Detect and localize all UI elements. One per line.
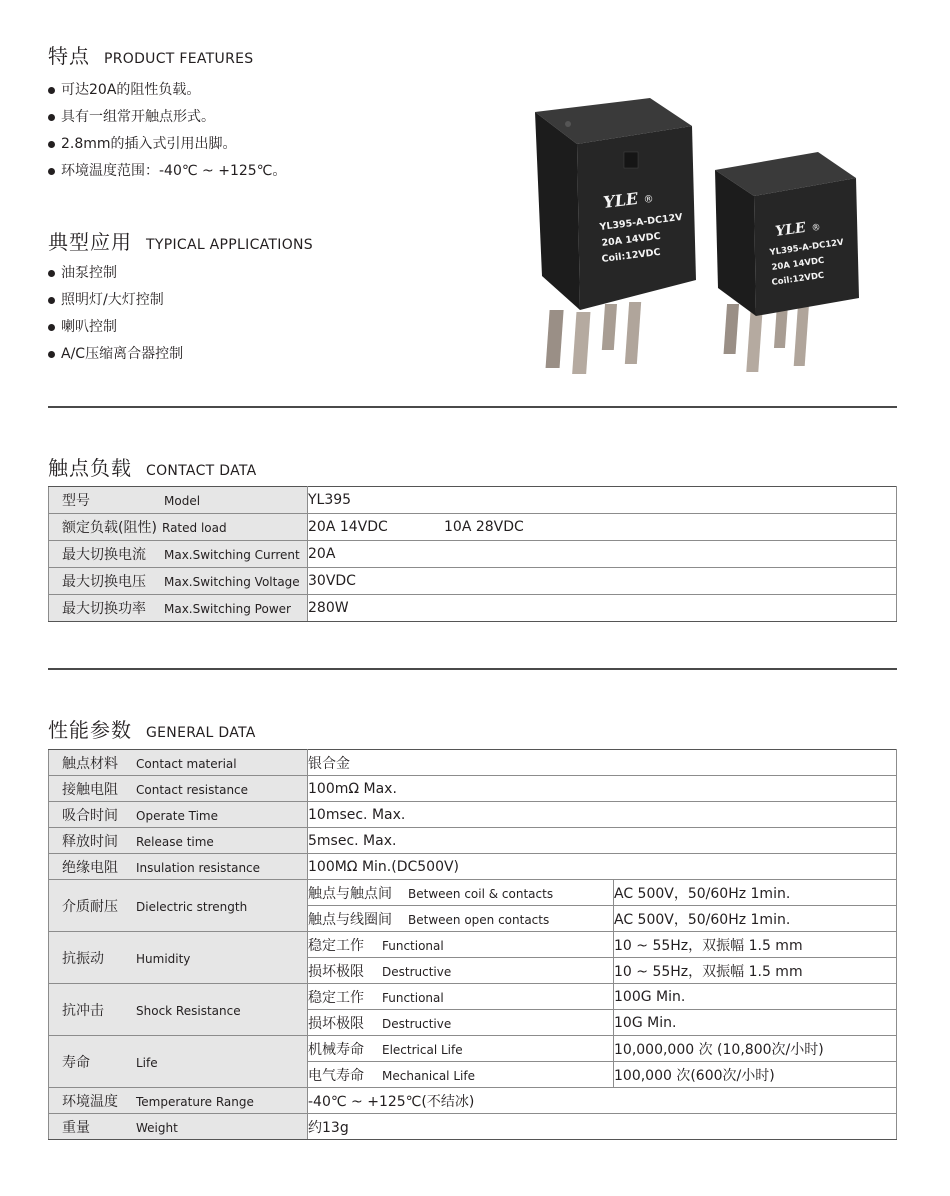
small-registered-mark: ® [811, 222, 822, 234]
features-heading [48, 40, 253, 69]
general-data-title-en: GENERAL DATA [146, 725, 256, 741]
relay-large [535, 98, 696, 374]
small-brand-text: YLE [774, 219, 807, 240]
large-brand-text: YLE [602, 188, 640, 212]
contact-data-title-en: CONTACT DATA [146, 463, 257, 479]
applications-title-en: TYPICAL APPLICATIONS [146, 237, 313, 253]
row-value: 20A [308, 541, 897, 568]
features-title-cn: 特点 [48, 44, 90, 68]
table-row: 绝缘电阻 Insulation resistance 100MΩ Min.(DC500V) [49, 854, 897, 880]
row-label: 型号 Model [49, 487, 308, 514]
product-photo [520, 90, 865, 390]
section-divider [48, 406, 897, 408]
list-item: 具有一组常开触点形式。 [48, 107, 286, 134]
table-row: 释放时间 Release time 5msec. Max. [49, 828, 897, 854]
table-row [49, 541, 897, 568]
row-value: YL395 [308, 487, 897, 514]
table-row: 电气寿命 Mechanical Life 100,000 次(600次/小时) [49, 1062, 897, 1088]
large-coil-text: Coil:12VDC [601, 246, 662, 265]
row-label: 额定负载(阻性) Rated load [49, 514, 308, 541]
general-data-heading [48, 714, 256, 743]
contact-data-title-cn: 触点负载 [48, 456, 132, 480]
row-label: 最大切换电压 Max.Switching Voltage [49, 568, 308, 595]
small-coil-text: Coil:12VDC [771, 270, 825, 288]
large-model-text: YL395-A-DC12V [599, 211, 684, 233]
list-item: 可达20A的阻性负载。 [48, 80, 286, 107]
table-row [49, 568, 897, 595]
table-row: 重量 Weight 约13g [49, 1114, 897, 1140]
list-item: 环境温度范围：-40℃ ~ +125℃。 [48, 161, 286, 188]
row-value: 20A 14VDC 10A 28VDC [308, 514, 897, 541]
contact-data-heading [48, 452, 257, 481]
row-label: 最大切换功率 Max.Switching Power [49, 595, 308, 622]
row-label: 最大切换电流 Max.Switching Current [49, 541, 308, 568]
table-row: 接触电阻 Contact resistance 100mΩ Max. [49, 776, 897, 802]
section-divider [48, 668, 897, 670]
table-row: 抗振动 Humidity 稳定工作 Functional 10 ~ 55Hz，双振幅 1.5 mm [49, 932, 897, 958]
table-row: 抗冲击 Shock Resistance 稳定工作 Functional 100G Min. [49, 984, 897, 1010]
applications-heading [48, 226, 313, 255]
list-item: 照明灯/大灯控制 [48, 290, 183, 317]
general-data-table [48, 749, 897, 1140]
table-row: 环境温度 Temperature Range -40℃ ~ +125℃(不结冰) [49, 1088, 897, 1114]
small-model-text: YL395-A-DC12V [769, 237, 845, 258]
table-row: 介质耐压 Dielectric strength 触点与触点间 Between coil & contacts AC 500V，50/60Hz 1min. [49, 880, 897, 906]
contact-data-table [48, 486, 897, 622]
row-value: 30VDC [308, 568, 897, 595]
large-rating-text: 20A 14VDC [601, 230, 662, 249]
general-data-title-cn: 性能参数 [48, 718, 132, 742]
list-item: A/C压缩离合器控制 [48, 344, 183, 371]
large-registered-mark: ® [643, 193, 655, 206]
small-rating-text: 20A 14VDC [771, 255, 825, 273]
table-row: 吸合时间 Operate Time 10msec. Max. [49, 802, 897, 828]
table-row: 损坏极限 Destructive 10G Min. [49, 1010, 897, 1036]
row-value: 280W [308, 595, 897, 622]
features-list [48, 80, 286, 188]
relay-small [715, 152, 859, 372]
applications-title-cn: 典型应用 [48, 230, 132, 254]
list-item: 油泵控制 [48, 263, 183, 290]
table-row [49, 514, 897, 541]
table-row: 寿命 Life 机械寿命 Electrical Life 10,000,000 次 (10,800次/小时) [49, 1036, 897, 1062]
table-row: 触点与线圈间 Between open contacts AC 500V，50/60Hz 1min. [49, 906, 897, 932]
table-row [49, 487, 897, 514]
table-row: 损坏极限 Destructive 10 ~ 55Hz，双振幅 1.5 mm [49, 958, 897, 984]
table-row [49, 595, 897, 622]
applications-list [48, 263, 183, 371]
list-item: 2.8mm的插入式引用出脚。 [48, 134, 286, 161]
table-row: 触点材料 Contact material 银合金 [49, 750, 897, 776]
list-item: 喇叭控制 [48, 317, 183, 344]
features-title-en: PRODUCT FEATURES [104, 51, 254, 67]
